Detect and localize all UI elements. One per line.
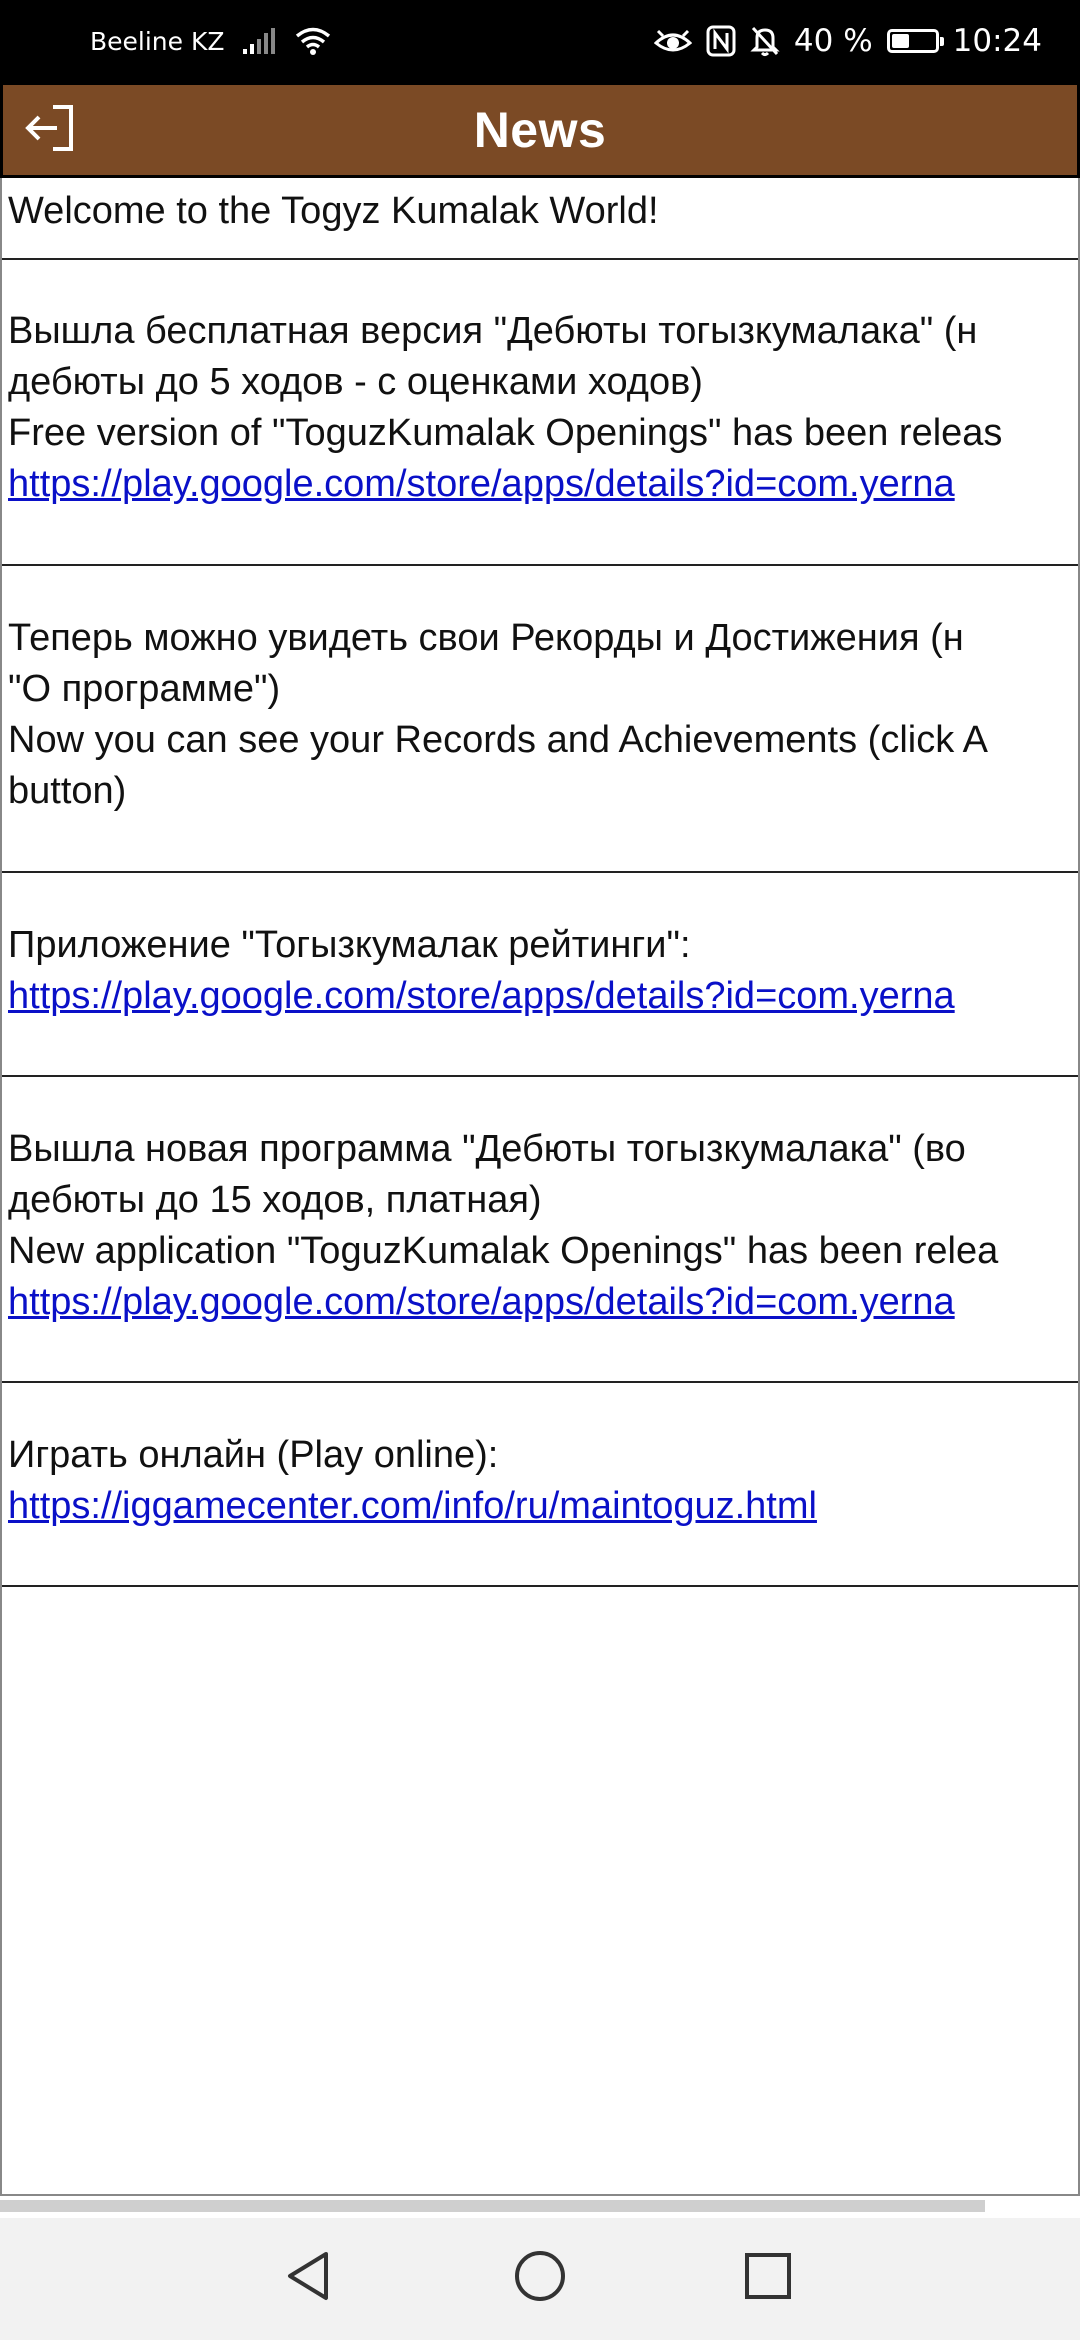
horizontal-scrollbar[interactable] [0,2200,985,2212]
news-welcome [2,178,1078,260]
battery-percent: 40 % [793,23,873,59]
carrier-label: Beeline KZ [90,26,225,56]
news-text-line: Вышла новая программа "Дебюты тогызкумалака" (во [8,1128,966,1170]
news-item [2,260,1078,566]
wifi-icon [295,27,331,55]
news-link[interactable]: https://iggamecenter.com/info/ru/maintoguz.html [8,1485,817,1527]
back-triangle-icon [284,2250,332,2307]
news-link[interactable]: https://play.google.com/store/apps/details?id=com.yerna [8,463,955,505]
home-circle-icon [513,2249,567,2308]
news-text-line: button) [8,770,127,812]
news-text-line: Приложение "Тогызкумалак рейтинги": [8,924,691,966]
nav-home-button[interactable] [510,2248,570,2308]
page-title: News [473,102,607,158]
news-text-line: "О программе") [8,668,281,710]
nfc-icon [706,25,736,57]
news-list[interactable] [0,178,1080,2196]
signal-icon [241,27,279,55]
system-nav-bar [0,2218,1080,2340]
nav-back-button[interactable] [278,2248,338,2308]
news-text-line: дебюты до 5 ходов - с оценками ходов) [8,361,703,403]
news-item [2,566,1078,873]
news-link[interactable]: https://play.google.com/store/apps/details?id=com.yerna [8,975,955,1017]
battery-icon [887,29,939,53]
news-item [2,1077,1078,1383]
mute-bell-icon [750,25,780,57]
app-header [0,82,1080,178]
news-text-line: Вышла бесплатная версия "Дебюты тогызкумалака" (н [8,310,978,352]
news-item [2,873,1078,1077]
nav-recents-button[interactable] [738,2248,798,2308]
news-link[interactable]: https://play.google.com/store/apps/details?id=com.yerna [8,1281,955,1323]
battery-fill [892,34,909,48]
news-text-line: Теперь можно увидеть свои Рекорды и Достижения (н [8,617,964,659]
news-item [2,1383,1078,1587]
status-left [90,0,331,82]
eye-icon [654,27,692,55]
recents-square-icon [743,2251,793,2306]
news-text-line: Играть онлайн (Play online): [8,1434,499,1476]
news-text-line: Now you can see your Records and Achievements (click A [8,719,989,761]
welcome-text: Welcome to the Togyz Kumalak World! [8,190,659,232]
news-text-line: Free version of "ToguzKumalak Openings" has been releas [8,412,1003,454]
status-right [654,0,1042,82]
clock: 10:24 [952,23,1042,59]
news-text-line: New application "ToguzKumalak Openings" has been relea [8,1230,999,1272]
status-bar [0,0,1080,82]
news-text-line: дебюты до 15 ходов, платная) [8,1179,542,1221]
